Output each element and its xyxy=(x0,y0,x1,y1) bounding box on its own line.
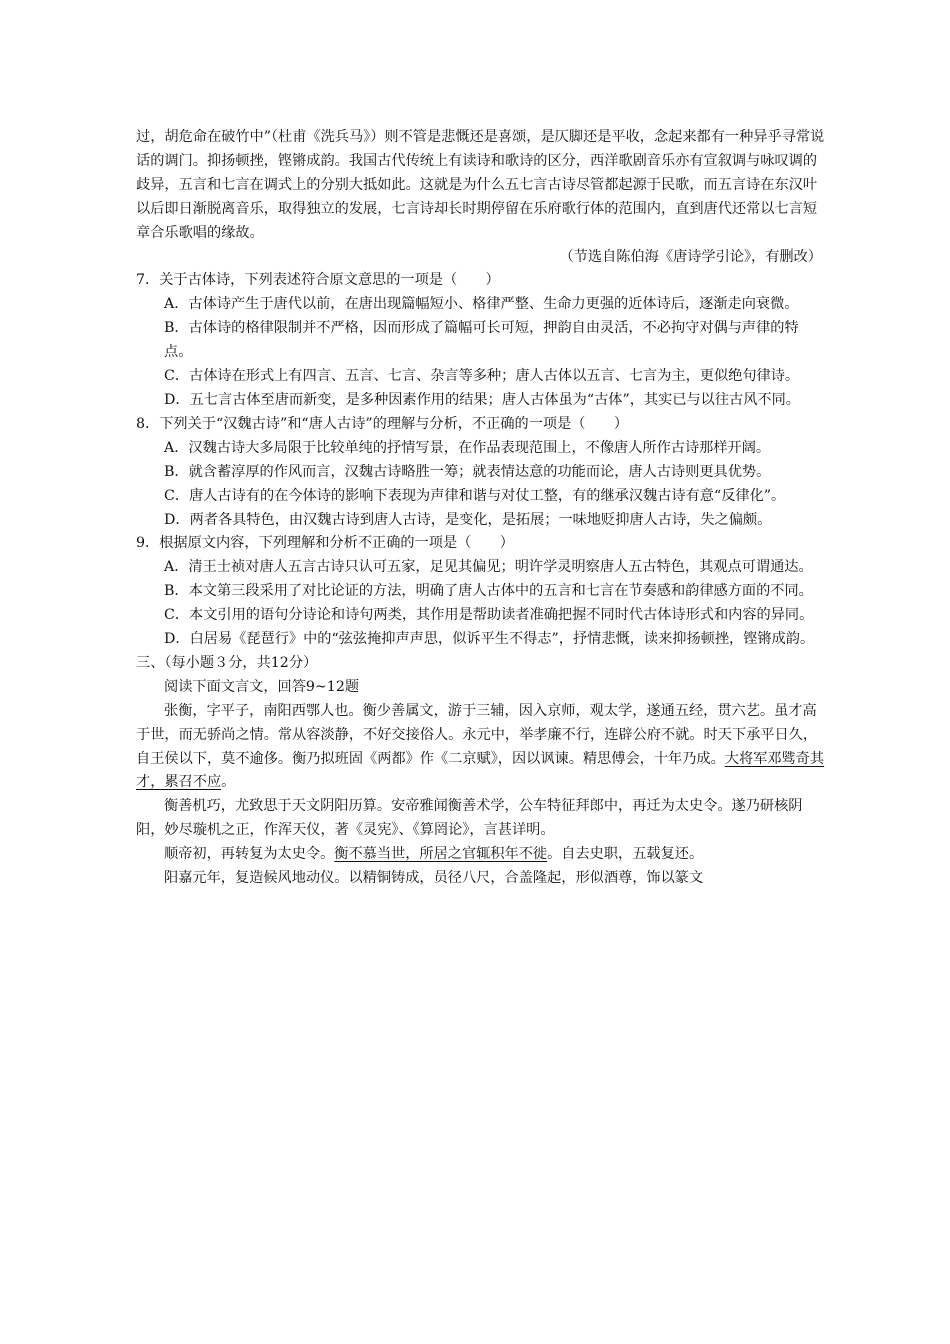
classical-paragraph-2: 衡善机巧，尤致思于天文阴阳历算。安帝雅闻衡善术学，公车特征拜郎中，再迁为太史令。遂乃研核阴阳，妙尽璇机之正，作浑天仪，著《灵宪》、《算罔论》，言甚详明。 xyxy=(136,798,803,839)
question-9-stem: 9．根据原文内容，下列理解和分析不正确的一项是（ ） xyxy=(136,535,514,552)
source-citation: （节选自陈伯海《唐诗学引论》，有删改） xyxy=(559,248,822,265)
section-3-instruction: 阅读下面文言文，回答9~12题 xyxy=(164,678,360,695)
question-7-option-b: B．古体诗的格律限制并不严格，因而形成了篇幅可长可短，押韵自由灵活，不必拘守对偶与声律的特点。 xyxy=(164,320,799,361)
classical-paragraph-3 xyxy=(136,843,826,867)
underlined-sentence-2: 衡不慕当世，所居之官辄积年不徙 xyxy=(334,846,548,863)
question-8-option-d: D．两者各具特色，由汉魏古诗到唐人古诗，是变化，是拓展；一味地贬抑唐人古诗，失之偏颇。 xyxy=(164,511,772,528)
question-9-option-d: D．白居易《琵琶行》中的“弦弦掩抑声声思，似诉平生不得志”，抒情悲慨，读来抑扬顿挫，铿锵成韵。 xyxy=(164,631,815,648)
question-7-stem: 7．关于古体诗，下列表述符合原文意思的一项是（ ） xyxy=(136,272,500,289)
classical-p3-end: 。自去史职，五载复还。 xyxy=(547,846,704,863)
classical-p1-text: 张衡，字平子，南阳西鄂人也。衡少善属文，游于三辅，因入京师，观太学，遂通五经，贯六艺。虽才高于世，而无骄尚之情。常从容淡静，不好交接俗人。永元中，举孝廉不行，连辟公府不就。时天下承平日久，自王侯以下，莫不逾侈。衡乃拟班固《两都》作《二京赋》，因以讽谏。精思傅会，十年乃成。 xyxy=(136,702,818,767)
question-7-option-c: C．古体诗在形式上有四言、五言、七言、杂言等多种；唐人古体以五言、七言为主，更似绝句律诗。 xyxy=(164,368,800,385)
document-page xyxy=(136,126,826,891)
underlined-sentence-1: 大将军邓骘奇其才，累召不应 xyxy=(136,750,825,791)
classical-paragraph-1 xyxy=(136,700,826,796)
question-8-stem: 8．下列关于“汉魏古诗”和“唐人古诗”的理解与分析，不正确的一项是（ ） xyxy=(136,415,629,432)
question-9-option-c: C．本文引用的语句分诗论和诗句两类，其作用是帮助读者准确把握不同时代古体诗形式和内容的异同。 xyxy=(164,607,814,624)
question-7-option-a: A．古体诗产生于唐代以前，在唐出现篇幅短小、格律严整、生命力更强的近体诗后，逐渐走向衰微。 xyxy=(164,296,799,313)
classical-paragraph-4: 阳嘉元年，复造候风地动仪。以精铜铸成，员径八尺，合盖隆起，形似酒尊，饰以篆文 xyxy=(164,870,704,887)
section-3-heading: 三、（每小题３分，共12分） xyxy=(136,654,318,671)
question-9 xyxy=(136,532,826,652)
question-7-option-d: D．五七言古体至唐而新变，是多种因素作用的结果；唐人古体虽为“古体”，其实已与以往古风不同。 xyxy=(164,391,800,408)
classical-p1-end: 。 xyxy=(221,774,236,791)
question-8 xyxy=(136,413,826,533)
question-8-option-a: A．汉魏古诗大多局限于比较单纯的抒情写景，在作品表现范围上，不像唐人所作古诗那样开阔。 xyxy=(164,439,771,456)
question-9-option-b: B．本文第三段采用了对比论证的方法，明确了唐人古体中的五言和七言在节奏感和韵律感方面的不同。 xyxy=(164,583,813,600)
question-9-option-a: A．清王士祯对唐人五言古诗只认可五家，足见其偏见；明许学灵明察唐人五古特色，其观点可谓通达。 xyxy=(164,559,813,576)
question-8-option-b: B．就含蓄淳厚的作风而言，汉魏古诗略胜一筹；就表情达意的功能而论，唐人古诗则更具优势。 xyxy=(164,463,771,480)
passage-end-paragraph: 过，胡危命在破竹中”（杜甫《洗兵马》）则不管是悲慨还是喜颂，是仄脚还是平收，念起来都有一种异乎寻常说话的调门。抑扬顿挫，铿锵成韵。我国古代传统上有读诗和歌诗的区分，西洋歌剧音乐亦有宣叙调与咏叹调的歧异，五言和七言在调式上的分别大抵如此。这就是为什么五七言古诗尽管都起源于民歌，而五言诗在东汉叶以后即日渐脱离音乐，取得独立的发展，七言诗却长时期停留在乐府歌行体的范围内，直到唐代还常以七言短章合乐歌唱的缘故。 xyxy=(136,129,825,241)
question-8-option-c: C．唐人古诗有的在今体诗的影响下表现为声律和谐与对仗工整，有的继承汉魏古诗有意“反律化”。 xyxy=(164,487,786,504)
question-7 xyxy=(136,269,826,412)
classical-p3-text: 顺帝初，再转复为太史令。 xyxy=(164,846,335,863)
